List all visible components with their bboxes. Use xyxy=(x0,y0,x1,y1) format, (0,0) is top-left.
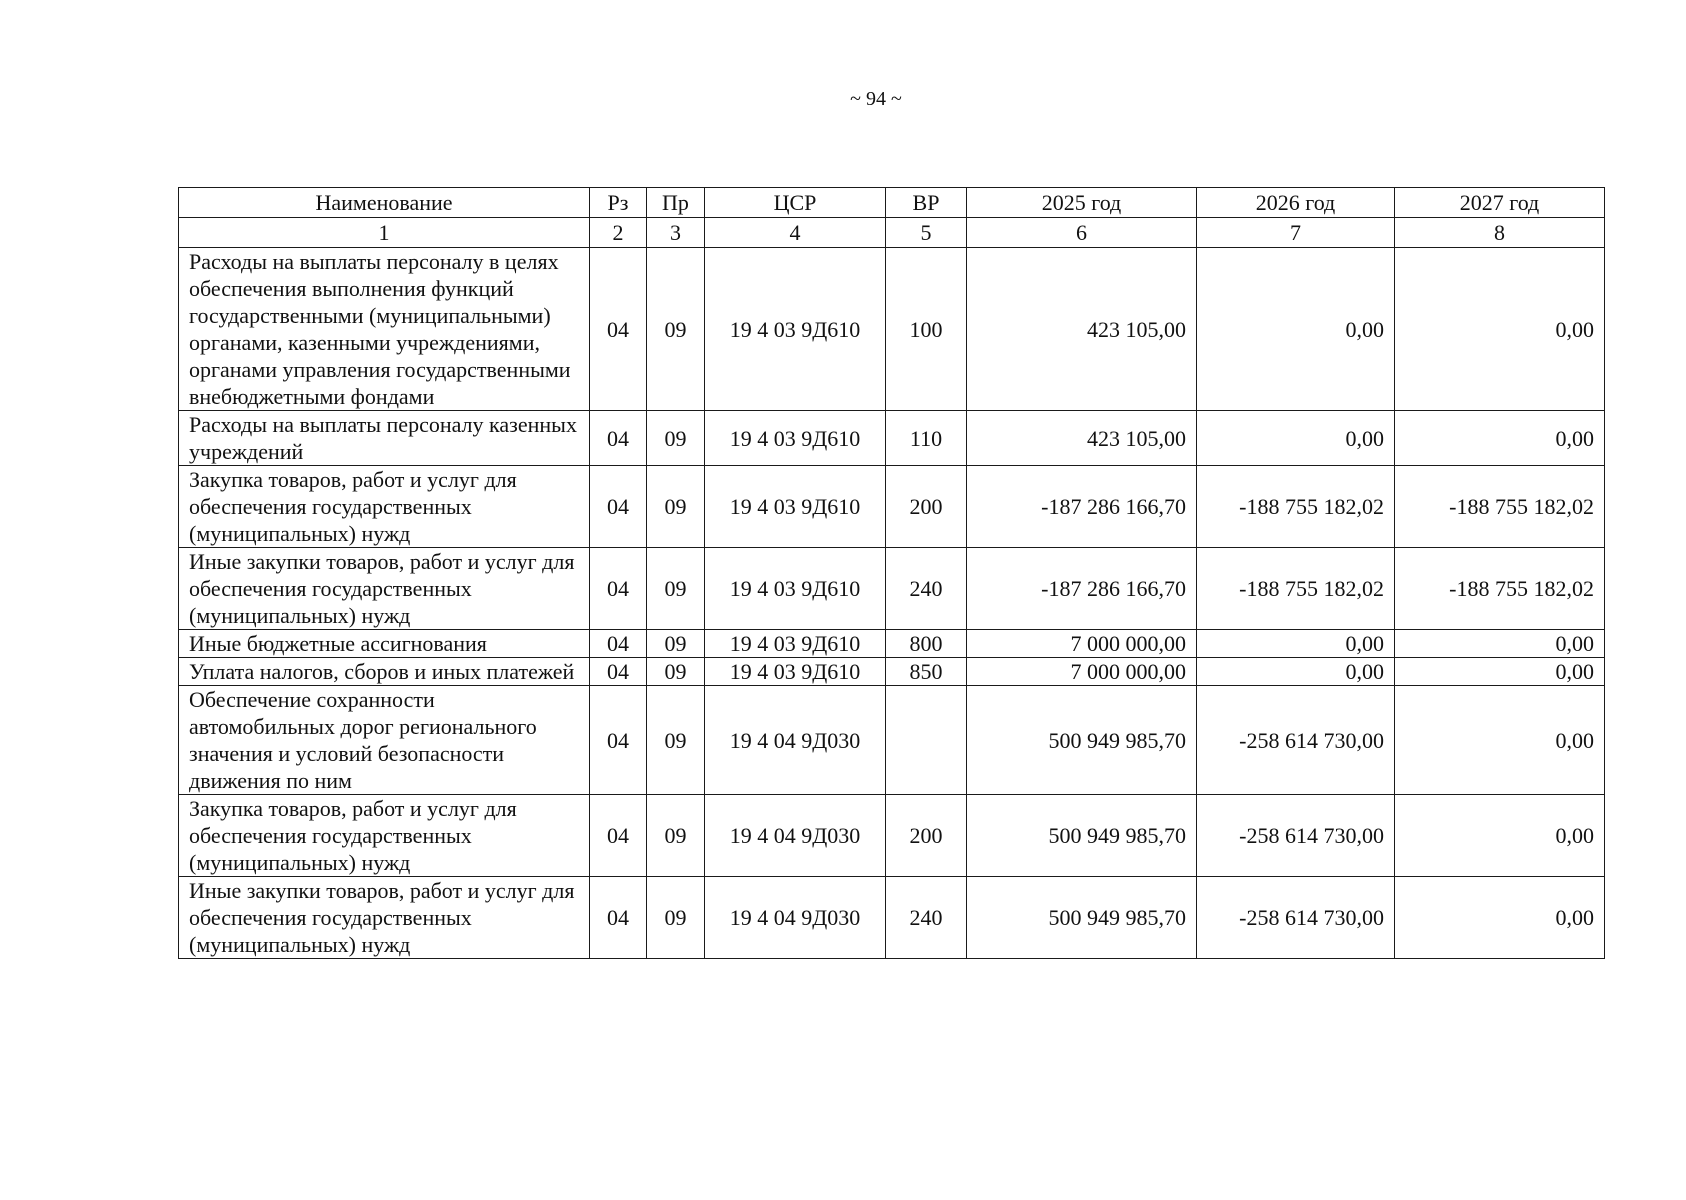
vr-cell: 110 xyxy=(886,411,967,466)
table-row xyxy=(179,795,1605,877)
amount-2026-cell: 0,00 xyxy=(1197,248,1395,411)
amount-2027-cell: 0,00 xyxy=(1395,877,1605,959)
header-cell: 2026 год xyxy=(1197,188,1395,218)
csr-cell: 19 4 04 9Д030 xyxy=(705,795,886,877)
amount-2025-cell: 7 000 000,00 xyxy=(967,630,1197,658)
rz-cell: 04 xyxy=(590,877,647,959)
row-name-cell: Уплата налогов, сборов и иных платежей xyxy=(179,658,590,686)
rz-cell: 04 xyxy=(590,466,647,548)
vr-cell: 850 xyxy=(886,658,967,686)
table-row xyxy=(179,248,1605,411)
pr-cell: 09 xyxy=(647,548,705,630)
amount-2026-cell: -258 614 730,00 xyxy=(1197,877,1395,959)
vr-cell: 240 xyxy=(886,548,967,630)
table-row xyxy=(179,630,1605,658)
amount-2025-cell: 500 949 985,70 xyxy=(967,795,1197,877)
rz-cell: 04 xyxy=(590,248,647,411)
column-number-cell: 1 xyxy=(179,218,590,248)
table-row xyxy=(179,877,1605,959)
page-number: ~ 94 ~ xyxy=(850,88,902,110)
pr-cell: 09 xyxy=(647,795,705,877)
amount-2027-cell: -188 755 182,02 xyxy=(1395,548,1605,630)
amount-2027-cell: 0,00 xyxy=(1395,630,1605,658)
csr-cell: 19 4 03 9Д610 xyxy=(705,658,886,686)
csr-cell: 19 4 03 9Д610 xyxy=(705,548,886,630)
row-name-cell: Закупка товаров, работ и услуг для обеспечения государственных (муниципальных) нужд xyxy=(179,466,590,548)
vr-cell: 200 xyxy=(886,795,967,877)
row-name-cell: Расходы на выплаты персоналу казенных учреждений xyxy=(179,411,590,466)
header-cell: 2027 год xyxy=(1395,188,1605,218)
column-number-row xyxy=(179,218,1605,248)
budget-table xyxy=(178,187,1605,959)
vr-cell xyxy=(886,686,967,795)
amount-2025-cell: 500 949 985,70 xyxy=(967,686,1197,795)
header-cell: ЦСР xyxy=(705,188,886,218)
rz-cell: 04 xyxy=(590,795,647,877)
amount-2027-cell: 0,00 xyxy=(1395,795,1605,877)
table-header-row xyxy=(179,188,1605,218)
amount-2026-cell: 0,00 xyxy=(1197,630,1395,658)
rz-cell: 04 xyxy=(590,548,647,630)
pr-cell: 09 xyxy=(647,686,705,795)
pr-cell: 09 xyxy=(647,248,705,411)
amount-2026-cell: -188 755 182,02 xyxy=(1197,466,1395,548)
row-name-cell: Расходы на выплаты персоналу в целях обеспечения выполнения функций государственными (муниципальными) органами, казенными учреждениями, органами управления государственными внебюджетными фондами xyxy=(179,248,590,411)
column-number-cell: 5 xyxy=(886,218,967,248)
header-cell: Пр xyxy=(647,188,705,218)
column-number-cell: 6 xyxy=(967,218,1197,248)
row-name-cell: Обеспечение сохранности автомобильных дорог регионального значения и условий безопасности движения по ним xyxy=(179,686,590,795)
amount-2027-cell: 0,00 xyxy=(1395,658,1605,686)
column-number-cell: 3 xyxy=(647,218,705,248)
header-cell: Наименование xyxy=(179,188,590,218)
header-cell: ВР xyxy=(886,188,967,218)
rz-cell: 04 xyxy=(590,686,647,795)
amount-2026-cell: 0,00 xyxy=(1197,658,1395,686)
amount-2025-cell: 7 000 000,00 xyxy=(967,658,1197,686)
vr-cell: 800 xyxy=(886,630,967,658)
amount-2026-cell: -188 755 182,02 xyxy=(1197,548,1395,630)
amount-2026-cell: -258 614 730,00 xyxy=(1197,686,1395,795)
column-number-cell: 7 xyxy=(1197,218,1395,248)
amount-2027-cell: -188 755 182,02 xyxy=(1395,466,1605,548)
amount-2025-cell: 500 949 985,70 xyxy=(967,877,1197,959)
row-name-cell: Иные закупки товаров, работ и услуг для обеспечения государственных (муниципальных) нужд xyxy=(179,877,590,959)
csr-cell: 19 4 03 9Д610 xyxy=(705,248,886,411)
vr-cell: 100 xyxy=(886,248,967,411)
rz-cell: 04 xyxy=(590,658,647,686)
table-row xyxy=(179,411,1605,466)
amount-2025-cell: -187 286 166,70 xyxy=(967,548,1197,630)
column-number-cell: 4 xyxy=(705,218,886,248)
table-row xyxy=(179,686,1605,795)
table-row xyxy=(179,466,1605,548)
amount-2025-cell: 423 105,00 xyxy=(967,411,1197,466)
amount-2027-cell: 0,00 xyxy=(1395,248,1605,411)
amount-2026-cell: 0,00 xyxy=(1197,411,1395,466)
row-name-cell: Иные бюджетные ассигнования xyxy=(179,630,590,658)
csr-cell: 19 4 03 9Д610 xyxy=(705,630,886,658)
vr-cell: 200 xyxy=(886,466,967,548)
pr-cell: 09 xyxy=(647,411,705,466)
rz-cell: 04 xyxy=(590,630,647,658)
column-number-cell: 2 xyxy=(590,218,647,248)
csr-cell: 19 4 04 9Д030 xyxy=(705,686,886,795)
amount-2026-cell: -258 614 730,00 xyxy=(1197,795,1395,877)
column-number-cell: 8 xyxy=(1395,218,1605,248)
table-row xyxy=(179,658,1605,686)
row-name-cell: Иные закупки товаров, работ и услуг для обеспечения государственных (муниципальных) нужд xyxy=(179,548,590,630)
amount-2025-cell: -187 286 166,70 xyxy=(967,466,1197,548)
pr-cell: 09 xyxy=(647,877,705,959)
header-cell: 2025 год xyxy=(967,188,1197,218)
pr-cell: 09 xyxy=(647,630,705,658)
rz-cell: 04 xyxy=(590,411,647,466)
header-cell: Рз xyxy=(590,188,647,218)
amount-2027-cell: 0,00 xyxy=(1395,411,1605,466)
amount-2027-cell: 0,00 xyxy=(1395,686,1605,795)
csr-cell: 19 4 04 9Д030 xyxy=(705,877,886,959)
pr-cell: 09 xyxy=(647,658,705,686)
table-row xyxy=(179,548,1605,630)
pr-cell: 09 xyxy=(647,466,705,548)
csr-cell: 19 4 03 9Д610 xyxy=(705,466,886,548)
amount-2025-cell: 423 105,00 xyxy=(967,248,1197,411)
vr-cell: 240 xyxy=(886,877,967,959)
row-name-cell: Закупка товаров, работ и услуг для обеспечения государственных (муниципальных) нужд xyxy=(179,795,590,877)
csr-cell: 19 4 03 9Д610 xyxy=(705,411,886,466)
